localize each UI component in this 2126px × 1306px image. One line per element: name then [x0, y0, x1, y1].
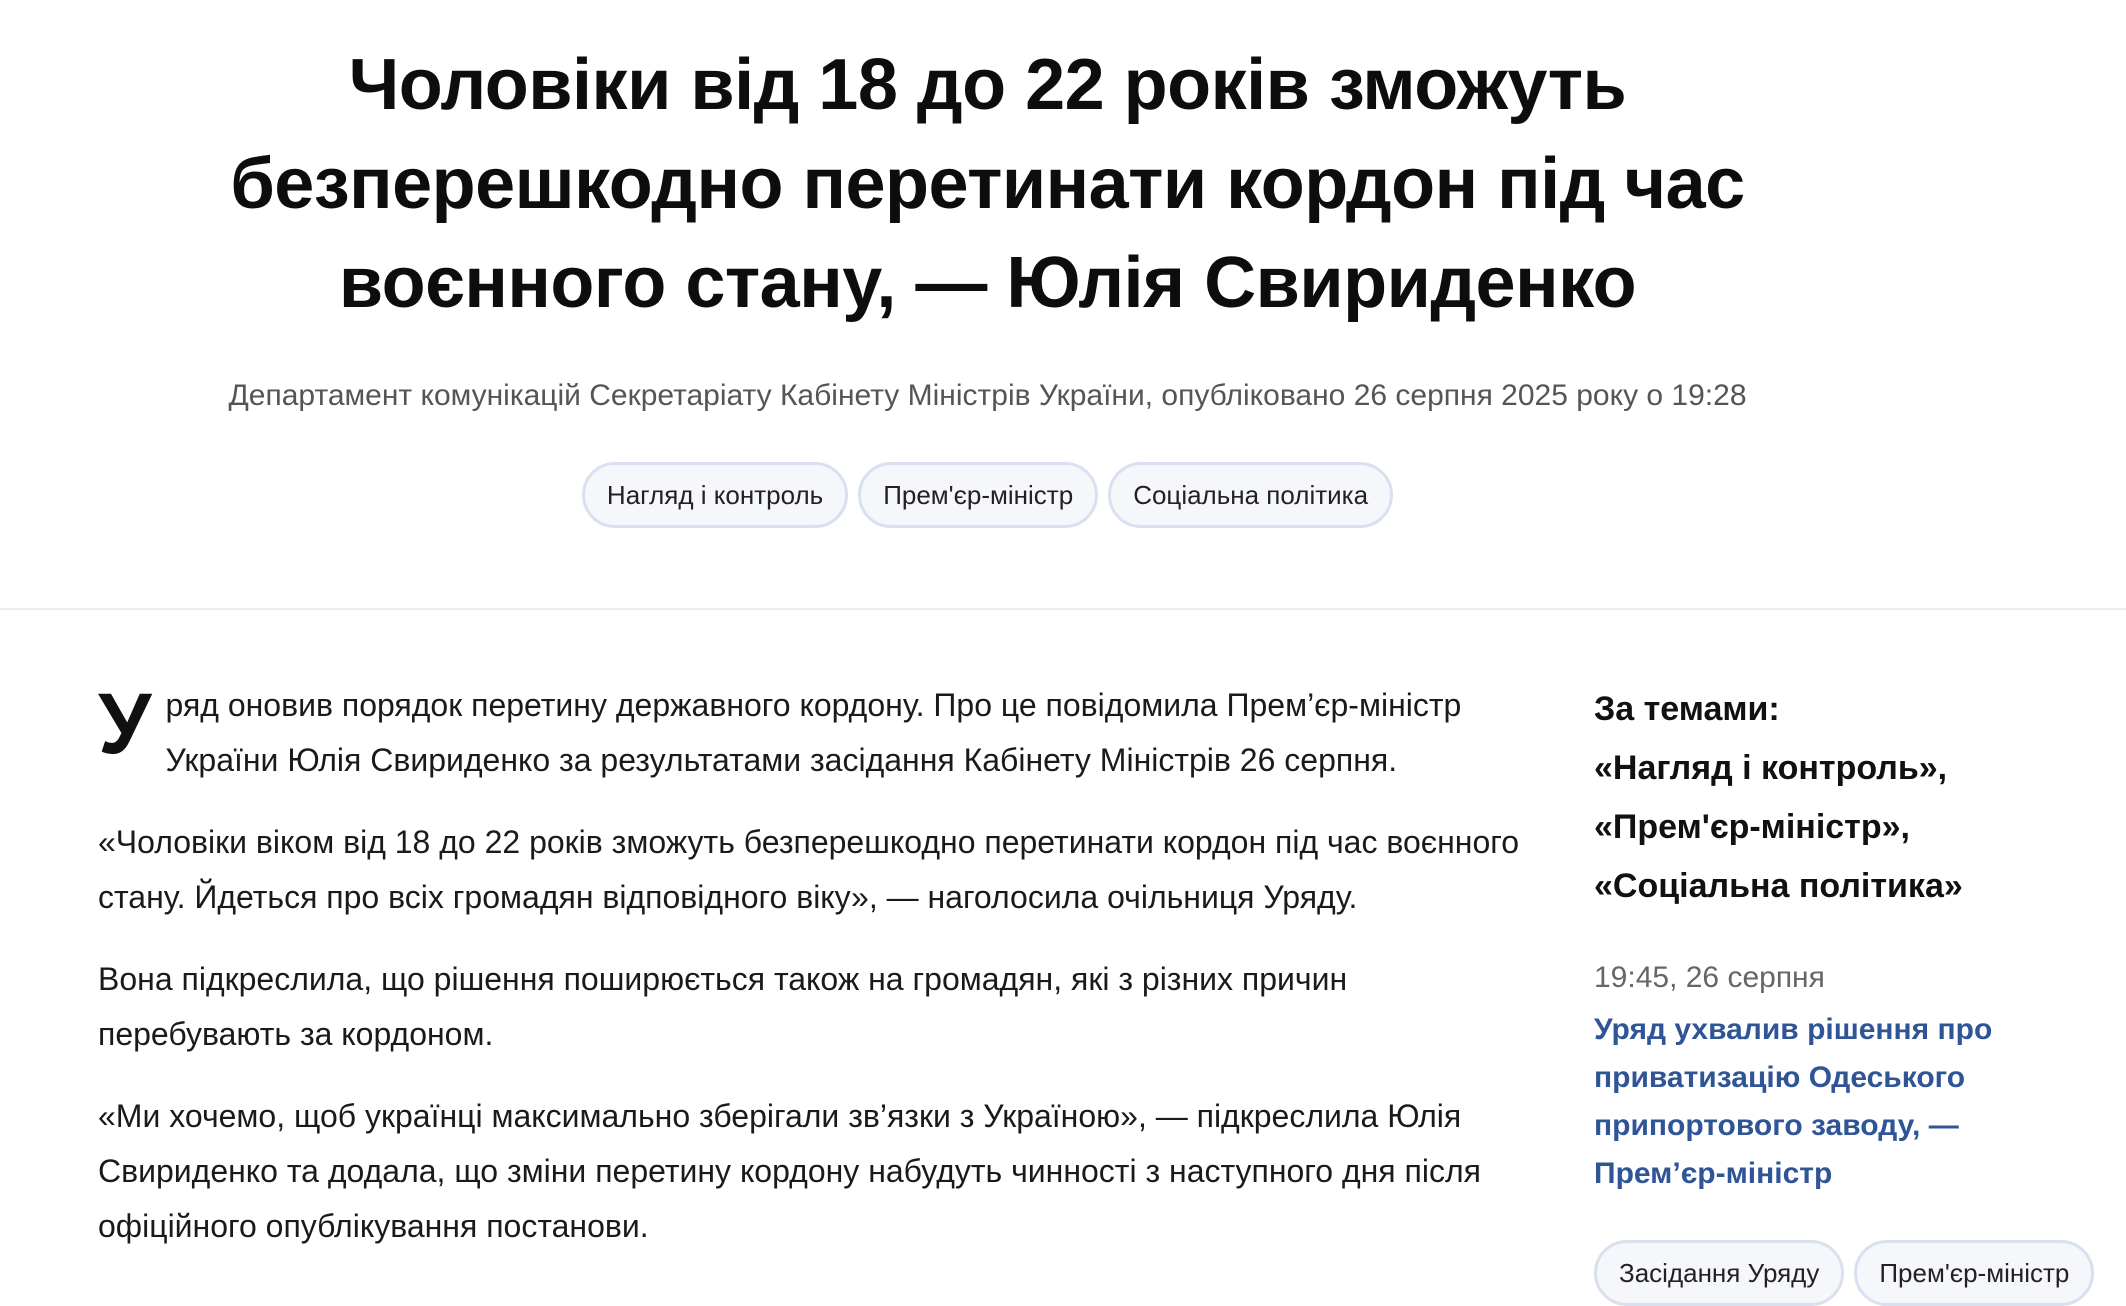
tag-government-meeting[interactable]: Засідання Уряду	[1594, 1240, 1844, 1306]
sidebar-topics	[1594, 680, 2094, 916]
tag-prime-minister[interactable]: Прем'єр-міністр	[1854, 1240, 2094, 1306]
tag-prime-minister[interactable]: Прем'єр-міністр	[858, 462, 1098, 528]
sidebar	[1594, 680, 2094, 1306]
article-paragraph: «Чоловіки віком від 18 до 22 років зможуть безперешкодно перетинати кордон під час воєнного стану. Йдеться про всіх громадян відповідного віку», — наголосила очільниця Уряду.	[98, 824, 1520, 915]
paragraph-text: ряд оновив порядок перетину державного кордону. Про це повідомила Прем’єр-міністр України Юлія Свириденко за результатами засідання Кабінету Міністрів 26 серпня.	[165, 687, 1462, 778]
topic-link-social-policy[interactable]: «Соціальна політика»	[1594, 867, 1963, 905]
article-body	[98, 678, 1548, 1281]
topic-link-oversight[interactable]: «Нагляд і контроль»,	[1594, 749, 1948, 787]
news-tags	[1594, 1240, 2094, 1306]
dropcap: У	[98, 676, 152, 772]
news-link[interactable]: Уряд ухвалив рішення про приватизацію Одеського припортового заводу, — Прем’єр-міністр	[1594, 1013, 1993, 1190]
news-timestamp: 19:45, 26 серпня	[1594, 961, 1825, 994]
topic-link-prime-minister[interactable]: «Прем'єр-міністр»,	[1594, 808, 1910, 846]
header-divider	[0, 608, 2126, 610]
article-title: Чоловіки від 18 до 22 років зможуть безперешкодно перетинати кордон під час воєнного стану, — Юлія Свириденко	[230, 45, 1745, 323]
article-paragraph	[98, 678, 1548, 788]
article-tags	[0, 462, 1975, 528]
article-meta: Департамент комунікацій Секретаріату Кабінету Міністрів України, опубліковано 26 серпня 2025 року о 19:28	[228, 379, 1747, 412]
article-paragraph: «Ми хочемо, щоб українці максимально зберігали зв’язки з Україною», — підкреслила Юлія Свириденко та додала, що зміни перетину кордону набудуть чинності з наступного дня після офіційного опублікування постанови.	[98, 1098, 1481, 1244]
topics-label: За темами:	[1594, 690, 1780, 728]
article-paragraph: Вона підкреслила, що рішення поширюється також на громадян, які з різних причин перебувають за кордоном.	[98, 961, 1348, 1052]
tag-social-policy[interactable]: Соціальна політика	[1108, 462, 1393, 528]
tag-oversight[interactable]: Нагляд і контроль	[582, 462, 848, 528]
